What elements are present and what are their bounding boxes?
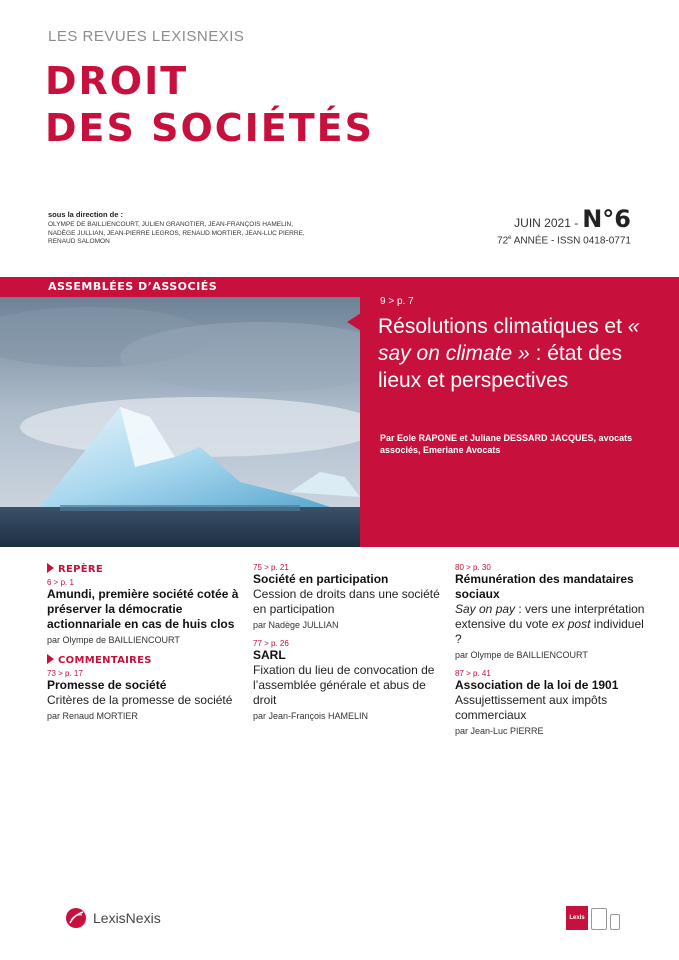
article-subtitle: Cession de droits dans une société en participation [253, 587, 440, 616]
editorial-board [48, 210, 308, 247]
article-title: Promesse de société [47, 678, 167, 692]
article-ref: 6 > p. 1 [47, 578, 74, 587]
article-subtitle: Critères de la promesse de société [47, 693, 233, 707]
phone-icon [610, 914, 620, 930]
lexisnexis-logo [65, 907, 161, 929]
title-line-2: DES SOCIÉTÉS [45, 106, 375, 150]
journal-title [45, 58, 374, 152]
article-author: par Jean-François HAMELIN [253, 711, 369, 721]
article-subtitle: Assujettissement aux impôts commerciaux [455, 693, 608, 722]
article-title: Rémunération des mandataires sociaux [455, 572, 634, 601]
lead-article-ref: 9 > p. 7 [380, 296, 414, 307]
section-commentaires: COMMENTAIRES [47, 654, 242, 666]
article-remuneration[interactable] [455, 563, 650, 661]
lead-article-title[interactable]: Résolutions climatiques et « say on climate » : état des lieux et perspectives [378, 315, 640, 392]
article-sarl[interactable] [253, 639, 448, 722]
article-ref: 73 > p. 17 [47, 669, 83, 678]
section-repere: REPÈRE [47, 563, 242, 575]
editorial-board-names: OLYMPE DE BAILLIENCOURT, JULIEN GRANOTIER, JEAN-FRANÇOIS HAMELIN, NADÈGE JULLIAN, JEAN-PIERRE LEGROS, RENAUD MORTIER, JEAN-LUC PIERRE, RENAUD SALOMON [48, 221, 305, 245]
article-author: par Jean-Luc PIERRE [455, 726, 544, 736]
series-name: LES REVUES LEXISNEXIS [48, 28, 245, 45]
issue-date: JUIN 2021 - [514, 216, 579, 230]
lexisnexis-logo-icon [65, 907, 87, 929]
editorial-board-label: sous la direction de : [48, 210, 124, 219]
article-ref: 75 > p. 21 [253, 563, 289, 572]
article-societe-participation[interactable] [253, 563, 448, 631]
article-title: Association de la loi de 1901 [455, 678, 619, 692]
lead-section-label: ASSEMBLÉES D’ASSOCIÉS [48, 280, 218, 293]
logo-wordmark: LexisNexis [93, 910, 161, 926]
title-line-1: DROIT [45, 59, 189, 103]
column-1 [47, 563, 242, 730]
article-author: par Olympe de BAILLIENCOURT [455, 650, 588, 660]
triangle-right-icon [47, 563, 54, 573]
tablet-icon [591, 908, 607, 930]
article-subtitle: Say on pay : vers une interprétation extensive du vote ex post individuel ? [455, 602, 645, 646]
issue-year-issn: 72e ANNÉE - ISSN 0418-0771 [497, 235, 631, 247]
article-amundi[interactable] [47, 578, 242, 646]
article-ref: 87 > p. 41 [455, 669, 491, 678]
lead-article-author: Par Eole RAPONE et Juliane DESSARD JACQUES, avocats associés, Emeriane Avocats [380, 433, 633, 455]
article-ref: 80 > p. 30 [455, 563, 491, 572]
article-title: SARL [253, 648, 286, 662]
article-ref: 77 > p. 26 [253, 639, 289, 648]
article-subtitle: Fixation du lieu de convocation de l’assemblée générale et abus de droit [253, 663, 435, 707]
column-2 [253, 563, 448, 730]
footer-badges [566, 906, 620, 930]
iceberg-illustration [0, 297, 360, 547]
iceberg-photo [0, 297, 360, 547]
issue-info [497, 205, 631, 246]
issue-number: N°6 [582, 205, 631, 233]
article-promesse[interactable] [47, 669, 242, 722]
article-association[interactable] [455, 669, 650, 737]
article-author: par Nadège JULLIAN [253, 620, 339, 630]
article-title: Société en participation [253, 572, 389, 586]
article-author: par Renaud MORTIER [47, 711, 138, 721]
article-author: par Olympe de BAILLIENCOURT [47, 635, 180, 645]
article-title: Amundi, première société cotée à préserver la démocratie actionnariale en cas de huis clos [47, 587, 239, 631]
column-3 [455, 563, 650, 745]
lead-pointer-arrow [347, 313, 361, 331]
triangle-right-icon [47, 654, 54, 664]
lexis-badge: Lexis [566, 906, 588, 930]
